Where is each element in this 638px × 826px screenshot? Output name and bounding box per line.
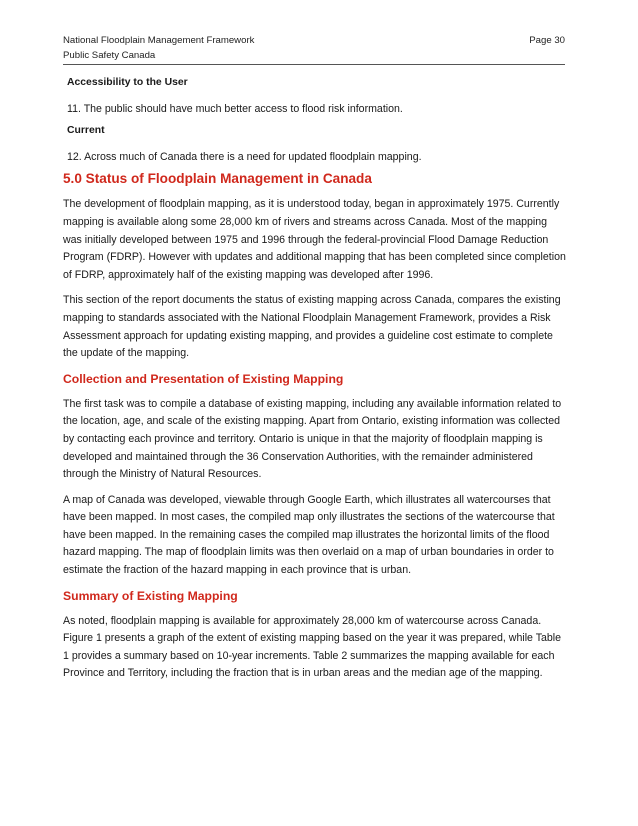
collection-heading: Collection and Presentation of Existing Mapping: [63, 371, 344, 386]
header-page-number: Page 30: [529, 35, 565, 46]
collection-paragraph-2: A map of Canada was developed, viewable through Google Earth, which illustrates all watercourses that have been mapped. In most cases, the compiled map only illustrates the sections of the watercourse that have been mapped. In the remaining cases the compiled map illustrates the horizontal limits of the flood hazard mapping. The map of floodplain limits was then overlaid on a map of urban boundaries in order to estimate the fraction of the hazard mapping in each province that is urban.: [63, 493, 555, 577]
page-header: [63, 33, 565, 65]
recommendations-block: [63, 74, 568, 166]
section-5-heading: 5.0 Status of Floodplain Management in Canada: [63, 171, 372, 187]
summary-heading: Summary of Existing Mapping: [63, 588, 238, 603]
section-5-paragraph-1: The development of floodplain mapping, as it is understood today, began in approximately 1975. Currently mapping is available along some 28,000 km of rivers and streams across Canada. Most of the mapping was initially developed between 1975 and 1996 through the federal-provincial Flood Damage Reduction Program (FDRP). However with updates and additional mapping that has been completed since completion of FDRP, approximately half of the existing mapping was developed after 1996.: [63, 198, 566, 281]
document-body: [63, 74, 568, 691]
collection-paragraph-1: The first task was to compile a database of existing mapping, including any available information related to the location, age, and scale of the existing mapping. Apart from Ontario, existing information was collected by contacting each province and territory. Ontario is unique in that the majority of floodplain mapping is developed and maintained through the 36 Conservation Authorities, with the remainder administered through the Ministry of Natural Resources.: [63, 397, 562, 481]
recommendation-12: 12. Across much of Canada there is a need for updated floodplain mapping.: [67, 150, 422, 163]
recommendation-11: 11. The public should have much better access to flood risk information.: [67, 102, 403, 115]
header-doc-title: National Floodplain Management Framework: [63, 35, 255, 46]
summary-paragraph-1: As noted, floodplain mapping is available for approximately 28,000 km of watercourse across Canada. Figure 1 presents a graph of the extent of existing mapping based on the year it was prepared, while Table 1 provides a summary based on 10-year increments. Table 2 summarizes the mapping available for each Province and Territory, including the fraction that is in urban areas and the median age of the mapping.: [63, 614, 562, 680]
section-5-paragraph-2: This section of the report documents the status of existing mapping across Canada, compares the existing mapping to standards associated with the National Floodplain Management Framework, provides a Risk Assessment approach for updating existing mapping, and provides a guideline cost estimate to complete the update of the mapping.: [63, 294, 561, 360]
accessibility-heading: Accessibility to the User: [67, 77, 188, 88]
current-heading: Current: [67, 125, 105, 137]
header-organization: Public Safety Canada: [63, 50, 156, 61]
